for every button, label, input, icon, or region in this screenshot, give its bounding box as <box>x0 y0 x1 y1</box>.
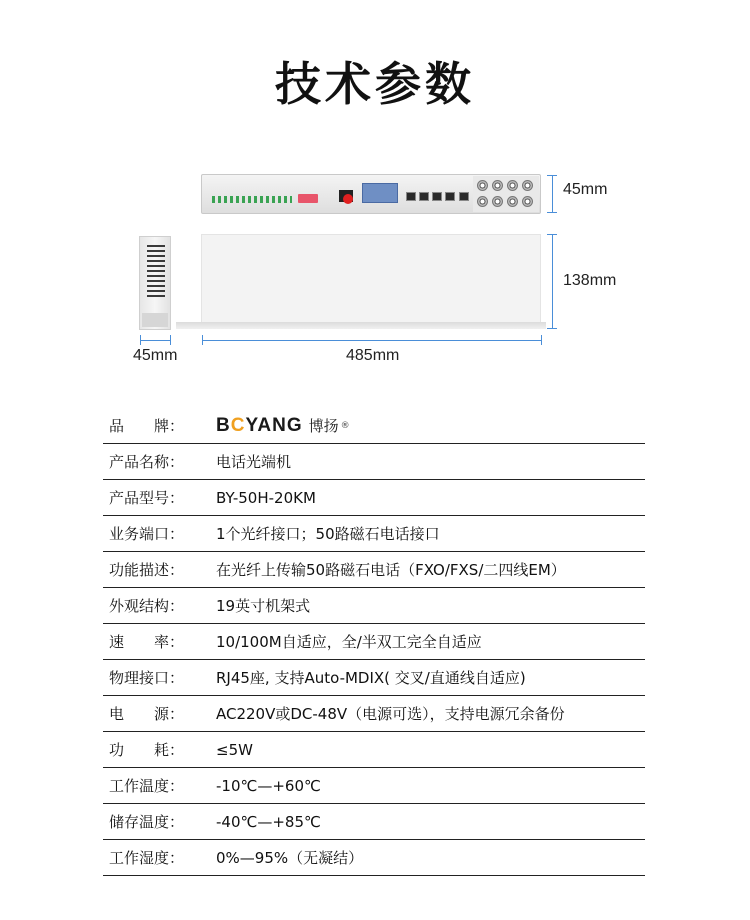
dimension-label-depth: 45mm <box>133 347 178 364</box>
spec-label: 外观结构： <box>109 597 185 615</box>
spec-label: 功 耗： <box>109 741 185 759</box>
brand-logo-post: YANG <box>245 415 303 436</box>
device-top-base <box>176 322 546 329</box>
dimension-line-height-front <box>552 175 553 213</box>
bnc-connector <box>522 196 533 207</box>
spec-label: 品 牌： <box>109 417 185 435</box>
spec-row <box>103 768 645 804</box>
device-top-view <box>201 234 541 329</box>
rj45-port <box>406 192 416 201</box>
spec-row <box>103 732 645 768</box>
spec-row <box>103 480 645 516</box>
page-title: 技术参数 <box>275 57 475 111</box>
spec-value: -40℃—+85℃ <box>216 813 321 831</box>
spec-value: BY-50H-20KM <box>216 489 316 507</box>
spec-row-brand <box>103 408 645 444</box>
spec-label: 工作湿度： <box>109 849 185 867</box>
spec-row <box>103 624 645 660</box>
spec-label: 储存温度： <box>109 813 185 831</box>
spec-value: 0%—95%（无凝结） <box>216 849 364 867</box>
rj45-port <box>459 192 469 201</box>
spec-row <box>103 840 645 876</box>
dip-switch <box>298 194 318 203</box>
bnc-connector <box>522 180 533 191</box>
dimension-label-width: 485mm <box>346 347 400 364</box>
bnc-connector <box>492 196 503 207</box>
dimension-line-width <box>202 340 542 341</box>
rj45-port <box>432 192 442 201</box>
spec-value: 19英寸机架式 <box>216 597 311 615</box>
dimension-line-height-top <box>552 234 553 329</box>
spec-label: 工作温度： <box>109 777 185 795</box>
dimension-cap <box>541 335 542 345</box>
spec-value: 在光纤上传输50路磁石电话（FXO/FXS/二四线EM） <box>216 561 566 579</box>
spec-row <box>103 588 645 624</box>
spec-row <box>103 696 645 732</box>
dimension-cap <box>547 328 557 329</box>
panel-logo-plate <box>362 183 398 203</box>
dimension-cap <box>547 175 557 176</box>
spec-label: 业务端口： <box>109 525 185 543</box>
power-button-icon <box>343 194 353 204</box>
spec-value: -10℃—+60℃ <box>216 777 321 795</box>
rj45-port <box>419 192 429 201</box>
spec-label: 产品名称： <box>109 453 185 471</box>
dimension-label-height-top: 138mm <box>563 272 617 289</box>
spec-row <box>103 552 645 588</box>
dimension-label-height-front: 45mm <box>563 181 608 198</box>
spec-row <box>103 444 645 480</box>
device-side-view <box>139 236 171 330</box>
spec-label: 电 源： <box>109 705 185 723</box>
spec-value: 10/100M自适应，全/半双工完全自适应 <box>216 633 482 651</box>
spec-value: 1个光纤接口；50路磁石电话接口 <box>216 525 440 543</box>
spec-value: 电话光端机 <box>216 453 292 471</box>
spec-row <box>103 804 645 840</box>
spec-value: AC220V或DC-48V（电源可选），支持电源冗余备份 <box>216 705 565 723</box>
bnc-connector <box>477 196 488 207</box>
spec-label: 产品型号： <box>109 489 185 507</box>
spec-value: ≤5W <box>216 741 253 759</box>
brand-cn: 博扬 <box>308 417 339 435</box>
spec-row <box>103 660 645 696</box>
rj45-port <box>445 192 455 201</box>
brand-logo-mark: C <box>230 415 246 436</box>
spec-value: RJ45座, 支持Auto-MDIX( 交叉/直通线自适应) <box>216 669 526 687</box>
spec-row <box>103 516 645 552</box>
status-led-array <box>212 196 292 203</box>
bnc-connector <box>492 180 503 191</box>
dimension-cap <box>547 212 557 213</box>
spec-label: 功能描述： <box>109 561 185 579</box>
spec-label: 物理接口： <box>109 669 185 687</box>
dimension-cap <box>140 335 141 345</box>
brand-logo-pre: B <box>216 415 231 436</box>
dimension-cap <box>547 234 557 235</box>
registered-mark: ® <box>340 421 350 431</box>
spec-label: 速 率： <box>109 633 185 651</box>
bnc-connector <box>477 180 488 191</box>
bnc-connector <box>507 196 518 207</box>
dimension-line-depth <box>140 340 171 341</box>
brand-logo <box>216 408 350 444</box>
dimension-cap <box>202 335 203 345</box>
brand-logo-text <box>216 415 303 436</box>
bnc-connector <box>507 180 518 191</box>
dimension-cap <box>170 335 171 345</box>
